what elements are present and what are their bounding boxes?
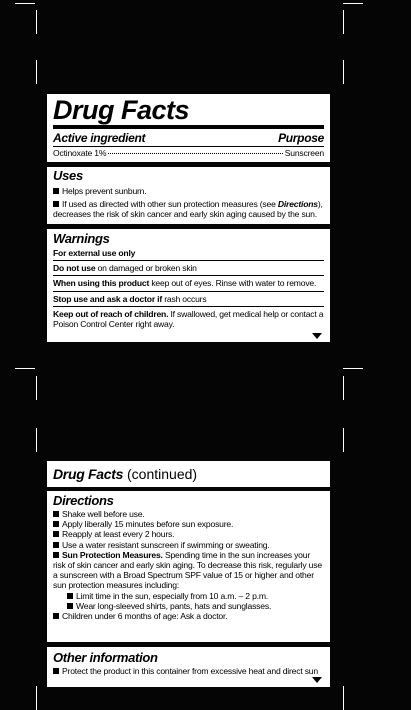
directions-item: Reapply at least every 2 hours.	[53, 529, 324, 539]
active-ingredient-header: Active ingredient	[53, 131, 146, 145]
crop-mark	[343, 428, 344, 452]
continue-arrow-icon	[312, 677, 322, 683]
crop-mark	[36, 428, 37, 452]
drug-facts-header	[47, 94, 330, 162]
crop-mark	[36, 376, 37, 400]
bullet-square-icon	[67, 603, 73, 609]
crop-mark	[343, 3, 363, 4]
crop-mark	[15, 368, 35, 369]
continued-label: (continued)	[123, 466, 198, 482]
keep-out-line: Keep out of reach of children. If swallowed, get medical help or contact a Poison Control Center right away.	[53, 308, 324, 330]
directions-header: Directions	[53, 493, 114, 508]
dotted-leader	[108, 153, 282, 154]
drug-facts-title: Drug Facts	[53, 96, 324, 129]
warnings-section	[47, 229, 330, 342]
bullet-square-icon	[53, 542, 59, 548]
external-use-line: For external use only	[53, 248, 324, 261]
crop-mark	[343, 376, 344, 400]
bullet-square-icon	[67, 593, 73, 599]
other-information-header: Other information	[53, 650, 158, 665]
purpose-header: Purpose	[278, 131, 324, 145]
crop-mark	[15, 3, 35, 4]
crop-mark	[36, 10, 37, 34]
do-not-use-line: Do not use on damaged or broken skin	[53, 261, 324, 276]
drug-facts-continued-header	[47, 461, 330, 487]
stop-use-line: Stop use and ask a doctor if rash occurs	[53, 292, 324, 307]
crop-mark	[343, 368, 363, 369]
bullet-square-icon	[53, 201, 59, 207]
warnings-header: Warnings	[53, 231, 110, 246]
uses-header: Uses	[53, 168, 83, 183]
crop-mark	[36, 60, 37, 84]
other-information-section	[47, 647, 330, 687]
bullet-square-icon	[53, 668, 59, 674]
other-information-item: Protect the product in this container from excessive heat and direct sun	[53, 666, 324, 676]
when-using-line: When using this product keep out of eyes. Rinse with water to remove.	[53, 276, 324, 291]
ingredient-row	[53, 148, 324, 158]
crop-mark	[343, 686, 344, 710]
directions-section	[47, 491, 330, 642]
children-item: Children under 6 months of age: Ask a doctor.	[53, 611, 324, 621]
bullet-square-icon	[53, 511, 59, 517]
ingredient-name: Octinoxate 1%	[53, 148, 107, 158]
uses-item: Helps prevent sunburn.	[53, 186, 324, 196]
bullet-square-icon	[53, 188, 59, 194]
continued-title: Drug Facts	[53, 466, 124, 482]
directions-item: Shake well before use.	[53, 509, 324, 519]
sun-sub-item: Wear long-sleeved shirts, pants, hats and sunglasses.	[53, 601, 324, 611]
continue-arrow-icon	[312, 333, 322, 339]
directions-item: Use a water resistant sunscreen if swimming or sweating.	[53, 540, 324, 550]
bullet-square-icon	[53, 552, 59, 558]
crop-mark	[343, 10, 344, 34]
bullet-square-icon	[53, 531, 59, 537]
sun-sub-item: Limit time in the sun, especially from 10 a.m. – 2 p.m.	[53, 591, 324, 601]
uses-item: If used as directed with other sun protection measures (see Directions), decreases the risk of skin cancer and early skin aging caused by the sun.	[53, 199, 323, 220]
bullet-square-icon	[53, 521, 59, 527]
uses-section	[47, 167, 330, 224]
crop-mark	[343, 60, 344, 84]
sun-protection-item: Sun Protection Measures. Spending time in the sun increases your risk of skin cancer and early skin aging. To decrease this risk, regularly use a sunscreen with a Broad Spectrum SPF value of 15 or higher and other sun protection measures including:	[53, 549, 322, 591]
crop-mark	[36, 686, 37, 710]
ingredient-purpose: Sunscreen	[284, 148, 324, 158]
directions-item: Apply liberally 15 minutes before sun exposure.	[53, 519, 324, 529]
bullet-square-icon	[53, 613, 59, 619]
ingredient-header-row	[53, 131, 324, 147]
